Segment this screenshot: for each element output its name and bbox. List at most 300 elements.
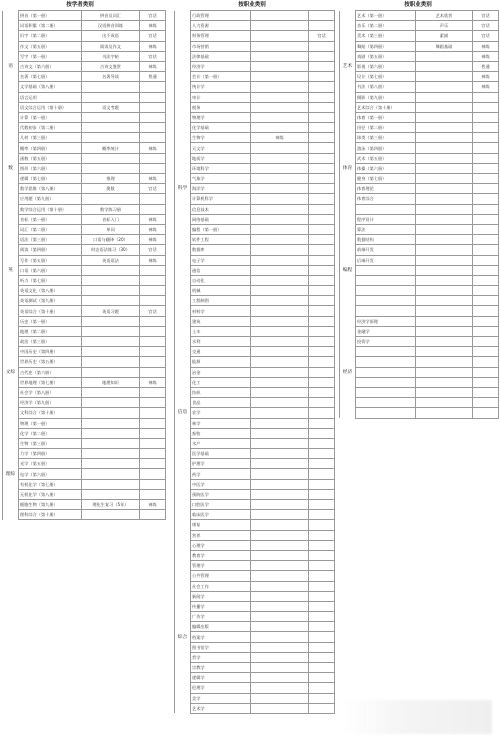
- course-cell: 词语积累（第二册）: [19, 21, 82, 31]
- table-row: [3, 235, 166, 245]
- table-row: [3, 275, 166, 285]
- course-cell: 教育学: [191, 550, 251, 560]
- course-cell: 计算机科学: [191, 194, 251, 204]
- level-cell: [309, 21, 335, 31]
- group-label: [340, 72, 356, 82]
- group-label: [3, 82, 19, 92]
- course-cell: 水产: [191, 438, 251, 448]
- table-row: [340, 275, 499, 285]
- table-row: [175, 306, 335, 316]
- level-cell: [309, 469, 335, 479]
- course-cell: 信息技术: [191, 204, 251, 214]
- course-cell: 会计（第一册）: [191, 72, 251, 82]
- group-label: [175, 612, 191, 622]
- table-row: [340, 357, 499, 367]
- group-label: [175, 530, 191, 540]
- table-row: [3, 224, 166, 234]
- group-label: [340, 31, 356, 41]
- level-cell: [309, 265, 335, 275]
- group-label: [3, 133, 19, 143]
- table-row: [340, 224, 499, 234]
- group-label: [3, 377, 19, 387]
- book-cell: [82, 153, 140, 163]
- group-label: [340, 112, 356, 122]
- table-row: [340, 255, 499, 265]
- group-label: [3, 296, 19, 306]
- book-cell: [416, 347, 473, 357]
- group-label: 经济: [340, 367, 356, 377]
- group-label: [175, 438, 191, 448]
- level-cell: [309, 550, 335, 560]
- course-cell: 艺术综合（第十册）: [356, 102, 416, 112]
- table-row: [3, 377, 166, 387]
- group-label: [175, 133, 191, 143]
- level-cell: 官话: [140, 245, 166, 255]
- course-cell: 环境科学: [191, 163, 251, 173]
- book-cell: [82, 479, 140, 489]
- course-cell: 美学: [191, 693, 251, 703]
- group-label: 数: [3, 163, 19, 173]
- level-cell: [140, 204, 166, 214]
- book-cell: [251, 41, 309, 51]
- group-label: [3, 235, 19, 245]
- course-cell: 美术（第三册）: [356, 31, 416, 41]
- level-cell: [473, 326, 499, 336]
- group-label: [175, 275, 191, 285]
- group-label: [3, 92, 19, 102]
- level-cell: 神练: [140, 143, 166, 153]
- level-cell: [309, 612, 335, 622]
- course-cell: [356, 265, 416, 275]
- course-cell: 中国历史（第四册）: [19, 347, 82, 357]
- course-cell: 畜牧: [191, 428, 251, 438]
- course-cell: 医学基础: [191, 449, 251, 459]
- course-cell: 财务管理: [191, 31, 251, 41]
- table-row: [175, 265, 335, 275]
- book-cell: [82, 133, 140, 143]
- course-cell: 口腔医学: [191, 500, 251, 510]
- level-cell: [309, 367, 335, 377]
- group-label: [3, 184, 19, 194]
- level-cell: [473, 204, 499, 214]
- course-cell: 预防医学: [191, 489, 251, 499]
- course-cell: 写作（第五册）: [19, 255, 82, 265]
- book-cell: [251, 398, 309, 408]
- table-row: [175, 408, 335, 418]
- course-cell: 影视（第六册）: [356, 61, 416, 71]
- group-label: [175, 194, 191, 204]
- book-cell: [251, 693, 309, 703]
- book-cell: [82, 449, 140, 459]
- table-row: [340, 21, 499, 31]
- table-row: [3, 72, 166, 82]
- table-row: [3, 92, 166, 102]
- group-label: [175, 520, 191, 530]
- book-cell: [82, 418, 140, 428]
- group-label: [3, 224, 19, 234]
- course-cell: 作文（第五册）: [19, 41, 82, 51]
- book-cell: [82, 469, 140, 479]
- level-cell: [309, 306, 335, 316]
- group-label: [3, 326, 19, 336]
- group-label: [3, 51, 19, 61]
- group-label: [175, 561, 191, 571]
- course-cell: [356, 357, 416, 367]
- group-label: [340, 255, 356, 265]
- book-cell: [251, 703, 309, 713]
- course-cell: 数据库: [191, 245, 251, 255]
- group-label: [340, 51, 356, 61]
- course-cell: 档案学: [191, 632, 251, 642]
- book-cell: [416, 326, 473, 336]
- group-label: [175, 265, 191, 275]
- book-cell: 阅读及作文: [82, 41, 140, 51]
- book-cell: 地理知识: [82, 377, 140, 387]
- table-row: [340, 286, 499, 296]
- group-label: [175, 479, 191, 489]
- level-cell: [309, 357, 335, 367]
- group-label: [340, 204, 356, 214]
- table-row: [175, 632, 335, 642]
- course-cell: 逻辑学: [191, 673, 251, 683]
- group-label: [175, 174, 191, 184]
- book-cell: [82, 428, 140, 438]
- level-cell: [140, 163, 166, 173]
- course-cell: 田径（第二册）: [356, 123, 416, 133]
- level-cell: 普通: [140, 72, 166, 82]
- group-label: [340, 123, 356, 133]
- table-row: [3, 337, 166, 347]
- level-cell: 神练: [473, 41, 499, 51]
- book-cell: [416, 255, 473, 265]
- course-cell: 物理（第一册）: [19, 418, 82, 428]
- table-row: [175, 693, 335, 703]
- group-label: [3, 214, 19, 224]
- table-row: [3, 184, 166, 194]
- course-cell: 营养: [191, 530, 251, 540]
- course-cell: 冶金: [191, 367, 251, 377]
- course-cell: 逻辑（第七册）: [19, 174, 82, 184]
- level-cell: [309, 377, 335, 387]
- level-cell: [140, 194, 166, 204]
- group-label: [340, 194, 356, 204]
- group-label: 体育: [340, 163, 356, 173]
- level-cell: [473, 214, 499, 224]
- book-cell: [416, 102, 473, 112]
- group-label: [3, 123, 19, 133]
- group-label: [175, 326, 191, 336]
- book-cell: [251, 459, 309, 469]
- group-label: [175, 387, 191, 397]
- book-cell: [82, 337, 140, 347]
- book-cell: [416, 337, 473, 347]
- table-row: [175, 163, 335, 173]
- table-row: [340, 72, 499, 82]
- book-cell: [82, 194, 140, 204]
- course-cell: 建筑: [191, 316, 251, 326]
- level-cell: [473, 224, 499, 234]
- book-cell: 奥数: [82, 184, 140, 194]
- group-label: [3, 500, 19, 510]
- book-cell: [416, 61, 473, 71]
- table-row: [175, 72, 335, 82]
- book-cell: [251, 489, 309, 499]
- book-cell: [416, 296, 473, 306]
- level-cell: [309, 632, 335, 642]
- course-cell: 康复: [191, 520, 251, 530]
- level-cell: [473, 357, 499, 367]
- group-label: [340, 347, 356, 357]
- group-label: 科学: [175, 184, 191, 194]
- course-cell: [356, 387, 416, 397]
- book-cell: [251, 601, 309, 611]
- course-cell: 几何（第三册）: [19, 133, 82, 143]
- book-cell: 口语与翻译（20）: [82, 235, 140, 245]
- book-cell: [251, 11, 309, 21]
- table-row: [3, 163, 166, 173]
- table-row: [340, 347, 499, 357]
- course-cell: 艺术学: [191, 703, 251, 713]
- group-label: [340, 245, 356, 255]
- group-label: [3, 489, 19, 499]
- level-cell: [309, 255, 335, 265]
- group-label: [175, 663, 191, 673]
- course-cell: 海洋学: [191, 184, 251, 194]
- table-row: [3, 510, 166, 520]
- book-cell: 拼音及词汇: [82, 11, 140, 21]
- course-cell: 临床医学: [191, 510, 251, 520]
- level-cell: [309, 683, 335, 693]
- table-row: [175, 92, 335, 102]
- course-cell: 电子学: [191, 255, 251, 265]
- course-cell: 后端开发: [356, 255, 416, 265]
- group-label: [3, 143, 19, 153]
- course-cell: 交通: [191, 347, 251, 357]
- group-label: 信息: [175, 408, 191, 418]
- course-cell: [356, 367, 416, 377]
- level-cell: [473, 296, 499, 306]
- table-row: [175, 326, 335, 336]
- table-row: [340, 102, 499, 112]
- table-row: [3, 174, 166, 184]
- group-label: [3, 306, 19, 316]
- table-row: [3, 41, 166, 51]
- course-cell: 程序设计: [356, 214, 416, 224]
- table-row: [340, 265, 499, 275]
- group-label: [340, 296, 356, 306]
- level-cell: [309, 581, 335, 591]
- level-cell: [140, 387, 166, 397]
- table-row: [175, 112, 335, 122]
- book-cell: [251, 82, 309, 92]
- table-row: [175, 296, 335, 306]
- level-cell: [140, 418, 166, 428]
- group-label: 艺术: [340, 61, 356, 71]
- group-label: [3, 408, 19, 418]
- table-row: [3, 387, 166, 397]
- book-cell: [251, 479, 309, 489]
- book-cell: 名著导读: [82, 72, 140, 82]
- course-cell: 土木: [191, 326, 251, 336]
- group-label: [340, 275, 356, 285]
- group-label: [175, 245, 191, 255]
- level-cell: 神练: [140, 255, 166, 265]
- level-cell: [473, 275, 499, 285]
- book-cell: [251, 469, 309, 479]
- table-row: [340, 153, 499, 163]
- table-row: [175, 255, 335, 265]
- book-cell: [251, 204, 309, 214]
- book-cell: [251, 673, 309, 683]
- book-cell: [251, 683, 309, 693]
- table-row: [175, 275, 335, 285]
- course-cell: 口语（第六册）: [19, 265, 82, 275]
- book-cell: [416, 153, 473, 163]
- group-label: [175, 459, 191, 469]
- book-cell: 时态语法练习（30）: [82, 245, 140, 255]
- course-cell: 有机化学（第七册）: [19, 479, 82, 489]
- level-cell: [309, 286, 335, 296]
- table-row: [3, 214, 166, 224]
- level-cell: [309, 601, 335, 611]
- course-cell: 中医学: [191, 479, 251, 489]
- table-row: [175, 214, 335, 224]
- level-cell: [309, 500, 335, 510]
- group-label: [340, 214, 356, 224]
- table-row: [175, 286, 335, 296]
- book-cell: [251, 214, 309, 224]
- table-row: [175, 591, 335, 601]
- table-row: [175, 652, 335, 662]
- table-row: [175, 377, 335, 387]
- course-cell: 文学基础（第八册）: [19, 82, 82, 92]
- book-cell: [251, 581, 309, 591]
- book-cell: [251, 642, 309, 652]
- group-label: [175, 693, 191, 703]
- table-row: [3, 143, 166, 153]
- group-label: [340, 398, 356, 408]
- table-row: [3, 398, 166, 408]
- course-cell: 社会工作: [191, 581, 251, 591]
- book-cell: [251, 561, 309, 571]
- book-cell: [416, 265, 473, 275]
- table-row: [3, 82, 166, 92]
- course-cell: 写字（第一册）: [19, 51, 82, 61]
- group-label: [175, 296, 191, 306]
- table-row: [175, 479, 335, 489]
- book-cell: [82, 275, 140, 285]
- level-cell: [473, 286, 499, 296]
- course-cell: 语法（第三册）: [19, 235, 82, 245]
- group-label: [3, 102, 19, 112]
- course-cell: 经济学原理: [356, 316, 416, 326]
- level-cell: 神练: [140, 235, 166, 245]
- level-cell: 神练: [140, 41, 166, 51]
- table-row: [175, 143, 335, 153]
- group-label: [175, 652, 191, 662]
- course-cell: 人力资源: [191, 21, 251, 31]
- table-row: [175, 387, 335, 397]
- course-cell: 数学综合运用（第十册）: [19, 204, 82, 214]
- course-cell: 审计: [191, 92, 251, 102]
- book-cell: 声乐: [416, 21, 473, 31]
- book-cell: 舞蹈基础: [416, 41, 473, 51]
- table-row: [175, 612, 335, 622]
- group-label: [3, 510, 19, 520]
- book-cell: [416, 51, 473, 61]
- group-label: [175, 428, 191, 438]
- level-cell: [309, 571, 335, 581]
- table-row: [340, 367, 499, 377]
- book-cell: [82, 296, 140, 306]
- level-cell: [140, 449, 166, 459]
- level-cell: [309, 408, 335, 418]
- group-label: [175, 255, 191, 265]
- course-cell: 哲学: [191, 652, 251, 662]
- level-cell: [473, 235, 499, 245]
- course-cell: 生物（第三册）: [19, 438, 82, 448]
- table-row: [175, 21, 335, 31]
- book-cell: [251, 255, 309, 265]
- group-label: [3, 72, 19, 82]
- group-label: [175, 489, 191, 499]
- course-cell: 宗教学: [191, 663, 251, 673]
- table-row: [3, 123, 166, 133]
- course-cell: 林学: [191, 418, 251, 428]
- table-row: [3, 347, 166, 357]
- table-row: [3, 489, 166, 499]
- level-cell: [473, 143, 499, 153]
- level-cell: 神练: [473, 82, 499, 92]
- level-cell: [140, 112, 166, 122]
- group-label: [3, 387, 19, 397]
- level-cell: [309, 174, 335, 184]
- course-cell: 语文综合运用（第十册）: [19, 102, 82, 112]
- book-cell: [251, 622, 309, 632]
- course-cell: [356, 408, 416, 418]
- group-label: [175, 204, 191, 214]
- table-row: [175, 500, 335, 510]
- group-label: [340, 408, 356, 418]
- table-row: [175, 673, 335, 683]
- book-cell: [82, 510, 140, 520]
- group-label: [175, 153, 191, 163]
- level-cell: [473, 123, 499, 133]
- book-cell: [251, 31, 309, 41]
- course-cell: 历史（第一册）: [19, 316, 82, 326]
- group-label: [175, 642, 191, 652]
- group-label: [340, 184, 356, 194]
- course-cell: 音标（第一册）: [19, 214, 82, 224]
- level-cell: [473, 316, 499, 326]
- level-cell: [140, 459, 166, 469]
- level-cell: [473, 255, 499, 265]
- course-cell: 名著（第七册）: [19, 72, 82, 82]
- course-cell: 编程（第一册）: [191, 224, 251, 234]
- book-cell: [82, 316, 140, 326]
- table-row: [175, 194, 335, 204]
- book-cell: [251, 112, 309, 122]
- book-cell: [251, 408, 309, 418]
- table-row: [175, 459, 335, 469]
- book-cell: 书法字帖: [82, 51, 140, 61]
- book-cell: [416, 184, 473, 194]
- table-row: [340, 337, 499, 347]
- course-cell: 世界地理（第七册）: [19, 377, 82, 387]
- group-label: [340, 153, 356, 163]
- course-cell: 农学: [191, 408, 251, 418]
- group-label: [175, 163, 191, 173]
